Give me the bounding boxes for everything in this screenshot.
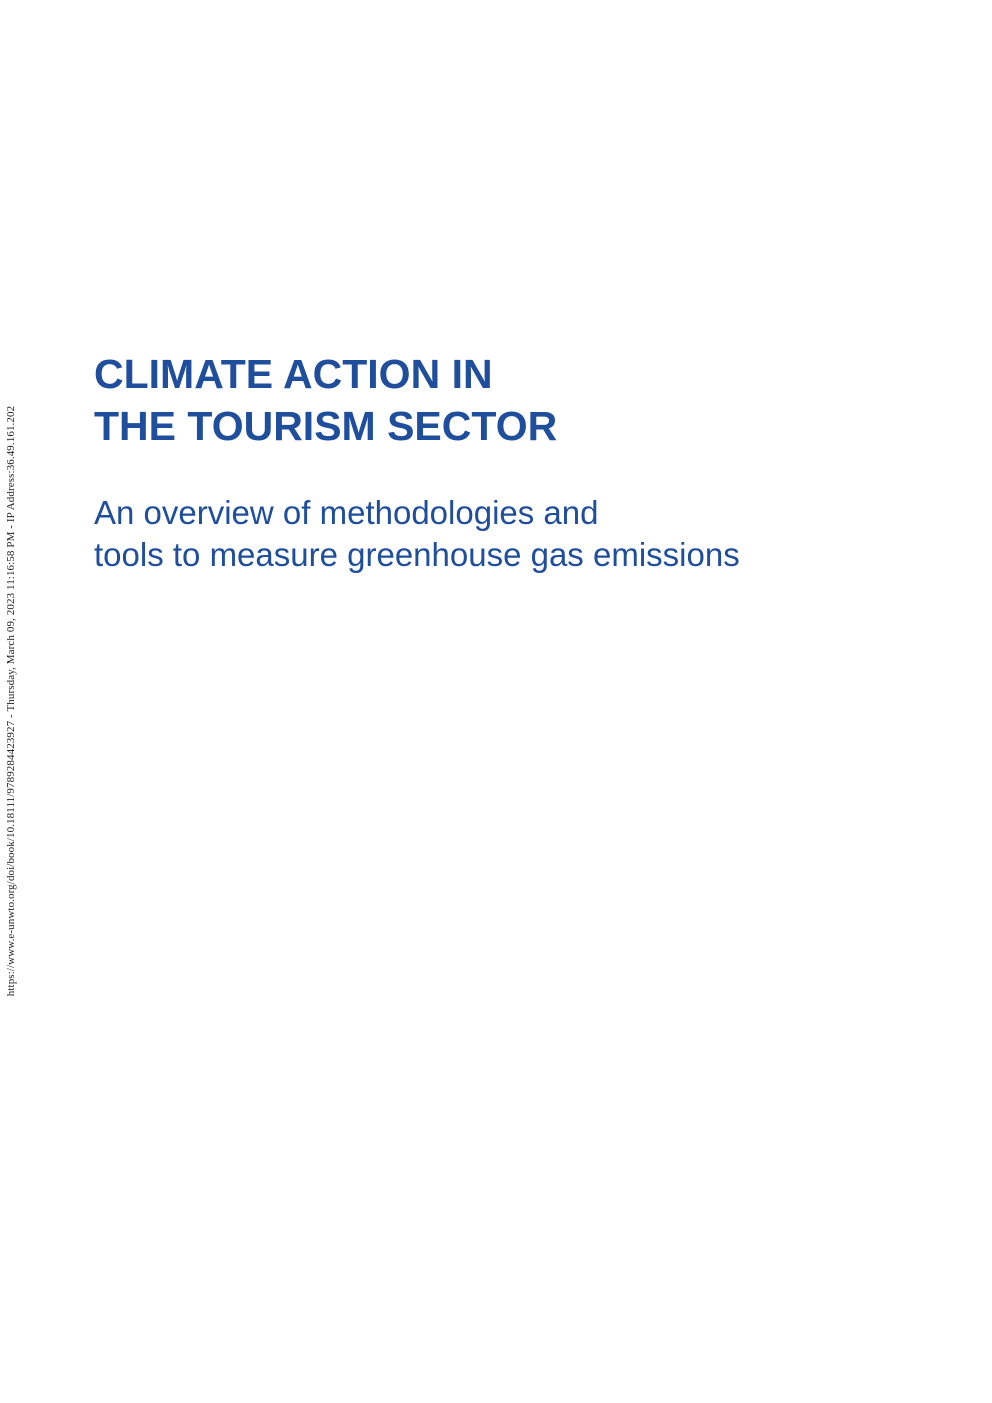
document-subtitle bbox=[94, 492, 740, 576]
subtitle-line-2: tools to measure greenhouse gas emissions bbox=[94, 536, 740, 573]
title-line-1: CLIMATE ACTION IN bbox=[94, 351, 493, 397]
subtitle-line-1: An overview of methodologies and bbox=[94, 494, 599, 531]
document-title bbox=[94, 348, 557, 452]
download-stamp-text: https://www.e-unwto.org/doi/book/10.18111/9789284423927 - Thursday, March 09, 2023 11:16:58 PM - IP Address:36.49.161.202 bbox=[5, 405, 17, 997]
title-line-2: THE TOURISM SECTOR bbox=[94, 403, 558, 449]
download-stamp bbox=[1, 348, 21, 1054]
